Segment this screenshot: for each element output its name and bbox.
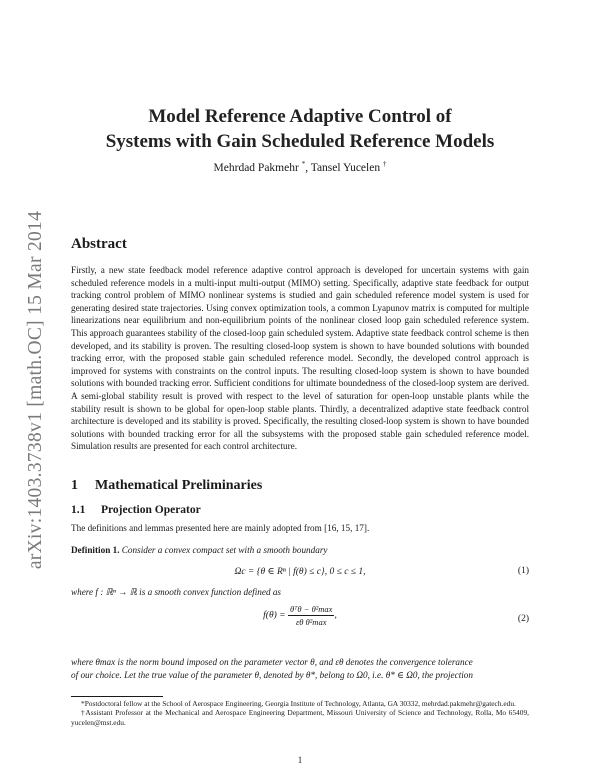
equation-2-number: (2) <box>517 614 529 624</box>
equation-2-lhs: f(θ) = <box>263 610 286 621</box>
author-separator: , <box>305 161 309 174</box>
author-footnote-mark-2: † <box>382 160 387 168</box>
where-line: where f : ℝⁿ → ℝ is a smooth convex function defined as <box>71 587 282 597</box>
page-number: 1 <box>297 755 303 765</box>
paper-title <box>60 104 540 154</box>
author-footnote-mark-1: * <box>301 160 306 168</box>
body-text-line: of our choice. Let the true value of the parameter θ, denoted by θ*, belong to Ω0, i.e. θ* ∈ Ω0, the projection <box>71 670 473 680</box>
section-heading <box>71 478 262 494</box>
definition-statement: Consider a convex compact set with a smooth boundary <box>121 545 328 555</box>
abstract-heading: Abstract <box>71 236 127 252</box>
title-line-1: Model Reference Adaptive Control of <box>148 106 452 127</box>
author-name-2: Tansel Yucelen <box>310 161 381 174</box>
arxiv-identifier: arXiv:1403.3738v1 [math.OC] 15 Mar 2014 <box>25 210 46 570</box>
subsection-heading <box>71 504 201 516</box>
footnote-2: †Assistant Professor at the Mechanical and Aerospace Engineering Department, Missouri University of Science and Technology, Rolla, Mo 65409, yucelen@mst.edu. <box>71 708 529 727</box>
title-line-2: Systems with Gain Scheduled Reference Models <box>105 131 495 152</box>
section-title: Mathematical Preliminaries <box>95 478 263 493</box>
equation-1-number: (1) <box>517 566 529 576</box>
equation-2 <box>71 604 529 636</box>
subsection-number: 1.1 <box>71 504 86 516</box>
abstract-body: Firstly, a new state feedback model reference adaptive control approach is developed for uncertain systems with gain scheduled reference models in a multi-input multi-output (MIMO) setting. Specifically, adaptive state feedback for output tracking control problem of MIMO nonlinear systems is studied and gain scheduled reference model system is used for generating desired state trajectories. Using convex optimization tools, a common Lyapunov matrix is computed for multiple linearizations near equilibrium and non-equilibrium points of the nonlinear closed loop gain scheduled reference system. This approach guarantees stability of the closed-loop gain scheduled system. Adaptive state feedback control scheme is then developed, and its stability is proven. The resulting closed-loop system is shown to have bounded solutions with bounded tracking error, with the proposed stable gain scheduled reference model. Secondly, the developed control approach is improved for systems with constraints on the control inputs. The resulting closed-loop system is shown to have bounded solutions with bounded tracking error. Sufficient conditions for ultimate boundedness of the closed-loop system are derived. A semi-global stability result is proved with respect to the level of saturation for open-loop unstable plants while the stability result is shown to be global for open-loop stable plants. Thirdly, a decentralized adaptive state feedback control architecture is developed and its stability is proved. Specifically, the resulting closed-loop system is shown to have bounded solutions with bounded tracking error for all the subsystems with the proposed stable gain scheduled reference model. Simulation results are presented for each control architecture. <box>71 265 529 452</box>
definition-label: Definition 1. <box>71 545 120 555</box>
equation-2-fraction <box>288 604 335 627</box>
section-number: 1 <box>71 478 78 493</box>
intro-paragraph: The definitions and lemmas presented here are mainly adopted from [16, 15, 17]. <box>71 523 370 533</box>
author-list <box>60 160 540 174</box>
footnote-1: *Postdoctoral fellow at the School of Aerospace Engineering, Georgia Institute of Technology, Atlanta, GA 30332, mehrdad.pakmehr@gatech.edu. <box>81 699 516 708</box>
definition-1 <box>71 545 529 555</box>
body-text-line: where θmax is the norm bound imposed on the parameter vector θ, and εθ denotes the convergence tolerance <box>71 657 473 667</box>
footnotes <box>71 699 529 727</box>
footnote-divider <box>71 696 163 697</box>
equation-1-content: Ωc = {θ ∈ Rⁿ | f(θ) ≤ c}, 0 ≤ c ≤ 1, <box>234 567 366 577</box>
author-name-1: Mehrdad Pakmehr <box>213 161 299 174</box>
equation-2-denominator: εθ θ²max <box>295 617 327 627</box>
equation-2-trail: , <box>334 610 337 621</box>
equation-1 <box>71 566 529 577</box>
equation-2-numerator: θᵀθ − θ²max <box>289 604 333 614</box>
subsection-title: Projection Operator <box>101 504 201 516</box>
